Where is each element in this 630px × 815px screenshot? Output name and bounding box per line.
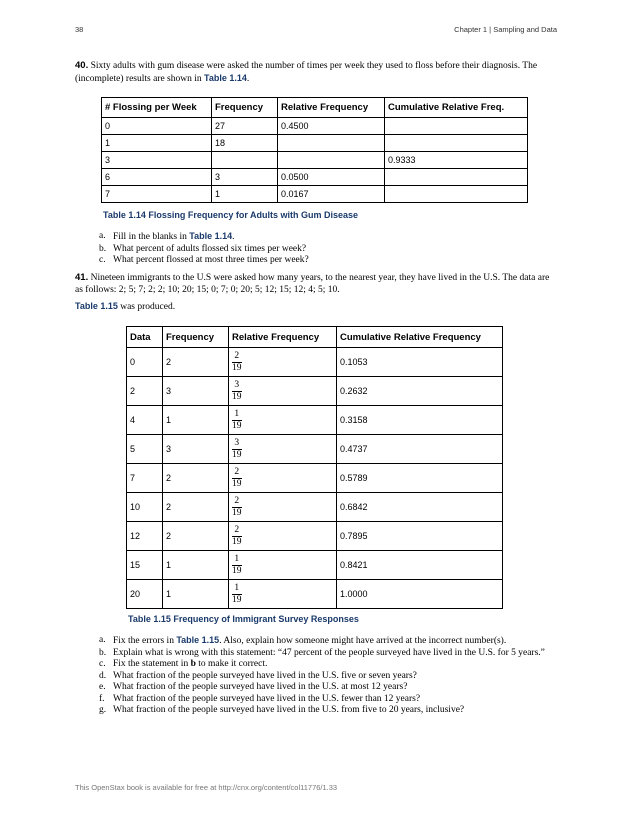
chapter-header: Chapter 1 | Sampling and Data (454, 25, 557, 34)
list-item-text: What percent flossed at most three times per week? (113, 255, 309, 265)
frequency-cell: 3 (163, 377, 229, 406)
fraction-denominator: 19 (232, 362, 242, 373)
data-cell: 10 (127, 493, 163, 522)
cumulative-relative-frequency-cell: 0.7895 (337, 522, 503, 551)
table-1-14 (101, 97, 528, 203)
frequency-cell: 1 (163, 551, 229, 580)
table-cell: 0.0500 (278, 169, 385, 186)
fraction-numerator: 2 (234, 524, 240, 535)
table-cell (385, 186, 528, 203)
fraction-denominator: 19 (232, 420, 242, 431)
question-41-text: 41. Nineteen immigrants to the U.S were asked how many years, to the nearest year, they have lived in the U.S. The data are as follows: 2; 5; 7; 2; 2; 10; 20; 15; 0; 7; 0; 20; 5; 12; 15; 12; 4; 5; 10. (75, 272, 550, 295)
list-item-label: e. (99, 682, 106, 692)
table-row (127, 580, 503, 609)
frequency-cell: 2 (163, 348, 229, 377)
table-row (102, 186, 528, 203)
data-cell: 12 (127, 522, 163, 551)
list-item-text: What fraction of the people surveyed have lived in the U.S. five or seven years? (113, 670, 417, 681)
fraction-denominator: 19 (232, 536, 242, 547)
fraction-numerator: 1 (234, 553, 240, 564)
frequency-cell: 3 (163, 435, 229, 464)
column-header: # Flossing per Week (102, 98, 212, 118)
list-item-label: c. (99, 255, 106, 265)
table-row (127, 464, 503, 493)
list-item-text: What fraction of the people surveyed have lived in the U.S. from five to 20 years, inclusive? (113, 705, 465, 715)
cumulative-relative-frequency-cell: 1.0000 (337, 580, 503, 609)
list-item-label: a. (99, 231, 106, 241)
list-item (99, 705, 569, 717)
relative-frequency-cell (229, 377, 337, 406)
fraction-numerator: 2 (234, 495, 240, 506)
data-cell: 4 (127, 406, 163, 435)
table-row (102, 135, 528, 152)
table-cell (278, 135, 385, 152)
data-cell: 7 (127, 464, 163, 493)
question-40-parts (99, 231, 559, 267)
table-row (102, 118, 528, 135)
table-link[interactable]: Table 1.15 (176, 635, 220, 645)
relative-frequency-cell (229, 464, 337, 493)
table-cell: 18 (212, 135, 278, 152)
list-item-text: What fraction of the people surveyed have lived in the U.S. fewer than 12 years? (113, 693, 421, 704)
table-row (127, 493, 503, 522)
frequency-cell: 2 (163, 493, 229, 522)
table-cell: 27 (212, 118, 278, 135)
fraction (232, 468, 242, 489)
column-header: Frequency (212, 98, 278, 118)
table-cell: 1 (212, 186, 278, 203)
page-number: 38 (75, 25, 84, 34)
list-item-label: g. (99, 705, 107, 715)
table-cell: 0.0167 (278, 186, 385, 203)
list-item-text: What percent of adults flossed six times per week? (113, 243, 307, 254)
table-cell (278, 152, 385, 169)
table-link[interactable]: Table 1.14 (189, 231, 233, 241)
column-header: Data (127, 327, 163, 348)
table-cell (212, 152, 278, 169)
page-footer: This OpenStax book is available for free at http://cnx.org/content/col11776/1.33 (75, 783, 338, 792)
question-40-text: 40. Sixty adults with gum disease were asked the number of times per week they used to floss before their diagnosis. The (incomplete) results are shown in Table 1.14. (75, 60, 538, 84)
fraction-denominator: 19 (232, 507, 242, 518)
table-cell: 1 (102, 135, 212, 152)
table-row (127, 348, 503, 377)
question-41-parts (99, 635, 569, 717)
list-item (99, 659, 569, 671)
list-item-label: b. (99, 647, 107, 658)
column-header: Relative Frequency (229, 327, 337, 348)
table-cell: 6 (102, 169, 212, 186)
fraction (232, 584, 242, 605)
fraction (232, 555, 242, 576)
relative-frequency-cell (229, 348, 337, 377)
data-cell: 0 (127, 348, 163, 377)
list-item-text: Fill in the blanks in Table 1.14. (113, 231, 235, 242)
table-cell: 3 (102, 152, 212, 169)
table-row (127, 435, 503, 464)
fraction-denominator: 19 (232, 391, 242, 402)
fraction (232, 381, 242, 402)
fraction-numerator: 3 (234, 437, 240, 448)
fraction-numerator: 2 (234, 466, 240, 477)
table-row (127, 406, 503, 435)
list-item (99, 231, 559, 244)
table-cell: 0.9333 (385, 152, 528, 169)
list-item-text: Fix the statement in b to make it correct. (113, 659, 268, 669)
table-cell (385, 135, 528, 152)
fraction (232, 439, 242, 460)
column-header: Frequency (163, 327, 229, 348)
fraction (232, 410, 242, 431)
list-item (99, 671, 569, 683)
data-cell: 2 (127, 377, 163, 406)
list-item-label: f. (99, 693, 105, 704)
list-item-text: Explain what is wrong with this statement: “47 percent of the people surveyed have lived in the U.S. for 5 years.” (113, 647, 545, 658)
table-row (127, 522, 503, 551)
table-header-row (127, 327, 503, 348)
table-1-15-link[interactable]: Table 1.15 (75, 301, 118, 311)
table-row (127, 377, 503, 406)
table-cell: 7 (102, 186, 212, 203)
list-item (99, 255, 559, 267)
fraction-denominator: 19 (232, 594, 242, 605)
table-1-14-caption: Table 1.14 Flossing Frequency for Adults with Gum Disease (103, 210, 359, 220)
fraction-denominator: 19 (232, 565, 242, 576)
fraction (232, 497, 242, 518)
data-cell: 20 (127, 580, 163, 609)
fraction-denominator: 19 (232, 478, 242, 489)
fraction-denominator: 19 (232, 449, 242, 460)
table-cell: 0 (102, 118, 212, 135)
table-header-row (102, 98, 528, 118)
cumulative-relative-frequency-cell: 0.1053 (337, 348, 503, 377)
question-40-number: 40. (75, 60, 89, 71)
table-row (102, 152, 528, 169)
cumulative-relative-frequency-cell: 0.2632 (337, 377, 503, 406)
relative-frequency-cell (229, 435, 337, 464)
relative-frequency-cell (229, 522, 337, 551)
relative-frequency-cell (229, 493, 337, 522)
list-item-label: d. (99, 670, 107, 681)
table-row (127, 551, 503, 580)
list-item-label: a. (99, 635, 106, 645)
list-item-text: Fix the errors in Table 1.15. Also, explain how someone might have arrived at the incorrect number(s). (113, 635, 507, 646)
frequency-cell: 2 (163, 522, 229, 551)
fraction-numerator: 2 (234, 350, 240, 361)
fraction (232, 352, 242, 373)
cumulative-relative-frequency-cell: 0.5789 (337, 464, 503, 493)
relative-frequency-cell (229, 551, 337, 580)
column-header: Cumulative Relative Freq. (385, 98, 528, 118)
column-header: Relative Frequency (278, 98, 385, 118)
frequency-cell: 1 (163, 580, 229, 609)
list-item (99, 635, 569, 648)
relative-frequency-cell (229, 406, 337, 435)
list-item-label: b. (99, 243, 107, 254)
fraction-numerator: 3 (234, 379, 240, 390)
list-item (99, 682, 569, 694)
list-item-text: What fraction of the people surveyed have lived in the U.S. at most 12 years? (113, 682, 408, 692)
cumulative-relative-frequency-cell: 0.4737 (337, 435, 503, 464)
table-cell (385, 118, 528, 135)
list-item (99, 648, 569, 660)
relative-frequency-cell (229, 580, 337, 609)
cumulative-relative-frequency-cell: 0.8421 (337, 551, 503, 580)
question-41-number: 41. (75, 272, 89, 283)
table-cell: 0.4500 (278, 118, 385, 135)
frequency-cell: 1 (163, 406, 229, 435)
cumulative-relative-frequency-cell: 0.3158 (337, 406, 503, 435)
fraction-numerator: 1 (234, 408, 240, 419)
table-cell: 3 (212, 169, 278, 186)
table-cell (385, 169, 528, 186)
cumulative-relative-frequency-cell: 0.6842 (337, 493, 503, 522)
frequency-cell: 2 (163, 464, 229, 493)
fraction-numerator: 1 (234, 582, 240, 593)
bold-part-reference: b (190, 659, 196, 669)
question-41-produced: Table 1.15 was produced. (75, 301, 176, 312)
data-cell: 15 (127, 551, 163, 580)
list-item (99, 694, 569, 706)
data-cell: 5 (127, 435, 163, 464)
table-1-15 (126, 326, 503, 609)
fraction (232, 526, 242, 547)
table-1-15-caption: Table 1.15 Frequency of Immigrant Survey Responses (128, 614, 359, 624)
list-item (99, 244, 559, 256)
column-header: Cumulative Relative Frequency (337, 327, 503, 348)
list-item-label: c. (99, 659, 106, 669)
table-row (102, 169, 528, 186)
table-1-14-link[interactable]: Table 1.14 (204, 73, 247, 83)
